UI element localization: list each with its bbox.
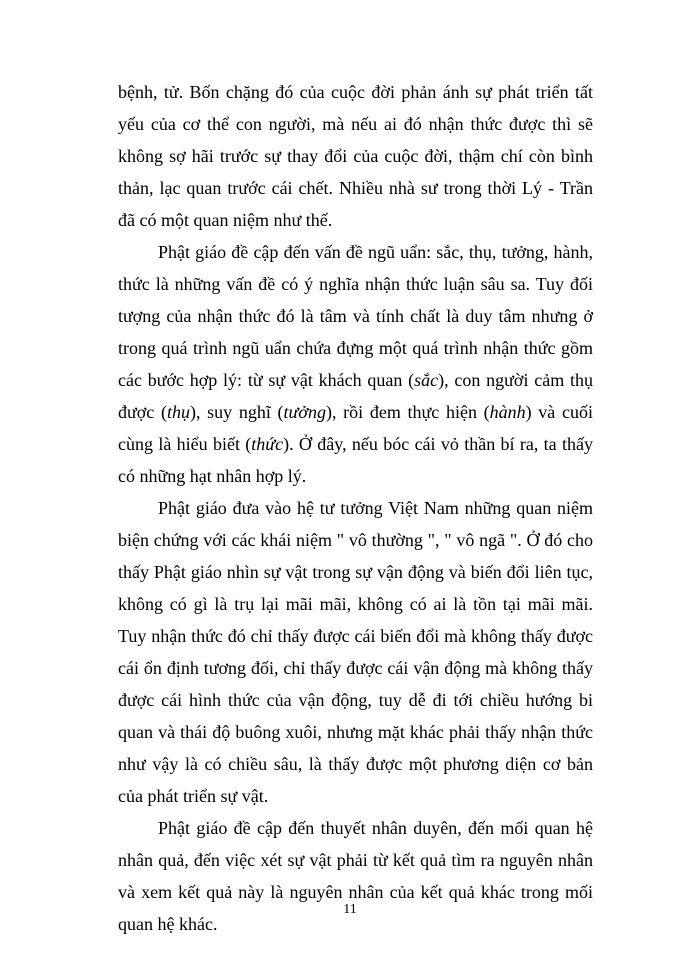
text-segment: Phật giáo đề cập đến vấn đề ngũ uẩn: sắc, thụ, tưởng, hành, xyxy=(158,242,593,262)
text-segment: thấy Phật giáo nhìn sự vật trong sự vận động và biến đổi liên tục, xyxy=(118,562,593,582)
italic-term: tưởng xyxy=(283,402,326,422)
text-line xyxy=(118,652,593,684)
text-segment: có những hạt nhân hợp lý. xyxy=(118,466,307,486)
page-number: 11 xyxy=(343,902,357,917)
text-segment: ), suy nghĩ ( xyxy=(189,402,284,422)
text-line xyxy=(118,780,593,812)
text-segment: nhân quả, đến việc xét sự vật phải từ kết quả tìm ra nguyên nhân xyxy=(118,850,593,870)
text-line xyxy=(118,428,593,460)
text-line xyxy=(118,236,593,268)
text-segment: cái ổn định tương đối, chỉ thấy được cái vận động mà không thấy xyxy=(118,658,593,678)
text-segment: các bước hợp lý: từ sự vật khách quan ( xyxy=(118,370,415,390)
text-segment: không có gì là trụ lại mãi mãi, không có ai là tồn tại mãi mãi. xyxy=(118,594,593,614)
text-segment: và xem kết quả này là nguyên nhân của kết quả khác trong mối xyxy=(118,882,593,902)
text-line xyxy=(118,460,593,492)
text-segment: như vậy là có chiều sâu, là thấy được một phương diện cơ bản xyxy=(118,754,593,774)
italic-term: sắc xyxy=(414,370,439,390)
text-line xyxy=(118,172,593,204)
italic-term: thức xyxy=(251,434,284,454)
text-segment: Phật giáo đề cập đến thuyết nhân duyên, đến mối quan hệ xyxy=(158,818,593,838)
text-line xyxy=(118,620,593,652)
italic-term: thụ xyxy=(166,402,190,422)
text-segment: trong quá trình ngũ uẩn chứa đựng một quá trình nhận thức gồm xyxy=(118,338,593,358)
text-line xyxy=(118,76,593,108)
text-segment: ), rồi đem thực hiện ( xyxy=(325,402,490,422)
text-line xyxy=(118,588,593,620)
paragraph xyxy=(118,492,593,812)
paragraph xyxy=(118,76,593,236)
text-segment: được ( xyxy=(118,402,167,422)
text-segment: tượng của nhận thức đó là tâm và tính chất là duy tâm nhưng ở xyxy=(118,306,593,326)
text-line xyxy=(118,204,593,236)
text-segment: cùng là hiểu biết ( xyxy=(118,434,252,454)
text-segment: ), con người cảm thụ xyxy=(438,370,593,390)
text-segment: Tuy nhận thức đó chỉ thấy được cái biến đổi mà không thấy được xyxy=(118,626,593,646)
text-line xyxy=(118,684,593,716)
text-segment: ) và cuối xyxy=(525,402,593,422)
text-line xyxy=(118,364,593,396)
text-line xyxy=(118,300,593,332)
text-segment: thức là những vấn đề có ý nghĩa nhận thức luận sâu sa. Tuy đối xyxy=(118,274,593,294)
paragraph xyxy=(118,236,593,492)
text-segment: ). Ở đây, nếu bóc cái vỏ thần bí ra, ta thấy xyxy=(283,434,593,454)
text-line xyxy=(118,748,593,780)
text-line xyxy=(118,332,593,364)
text-line xyxy=(118,268,593,300)
text-line xyxy=(118,396,593,428)
text-segment: được cái hình thức của vận động, tuy dễ đi tới chiều hướng bi xyxy=(118,690,593,710)
text-segment: của phát triển sự vật. xyxy=(118,786,269,806)
text-line xyxy=(118,812,593,844)
text-line xyxy=(118,492,593,524)
text-segment: đã có một quan niệm như thế. xyxy=(118,210,333,230)
document-body xyxy=(118,76,593,940)
text-segment: yếu của cơ thể con người, mà nếu ai đó nhận thức được thì sẽ xyxy=(118,114,593,134)
italic-term: hành xyxy=(489,402,526,422)
paragraph xyxy=(118,812,593,940)
text-line xyxy=(118,524,593,556)
text-segment: biện chứng với các khái niệm " vô thường ", " vô ngã ". Ở đó cho xyxy=(118,530,593,550)
text-segment: quan và thái độ buông xuôi, nhưng mặt khác phải thấy nhận thức xyxy=(118,722,593,742)
text-line xyxy=(118,556,593,588)
text-segment: bệnh, tử. Bốn chặng đó của cuộc đời phản ánh sự phát triển tất xyxy=(118,82,593,102)
text-segment: Phật giáo đưa vào hệ tư tưởng Việt Nam những quan niệm xyxy=(158,498,593,518)
text-line xyxy=(118,716,593,748)
text-segment: không sợ hãi trước sự thay đổi của cuộc đời, thậm chí còn bình xyxy=(118,146,593,166)
text-line xyxy=(118,140,593,172)
text-line xyxy=(118,108,593,140)
text-segment: quan hệ khác. xyxy=(118,914,218,934)
text-line xyxy=(118,844,593,876)
text-segment: thản, lạc quan trước cái chết. Nhiều nhà sư trong thời Lý - Trần xyxy=(118,178,593,198)
